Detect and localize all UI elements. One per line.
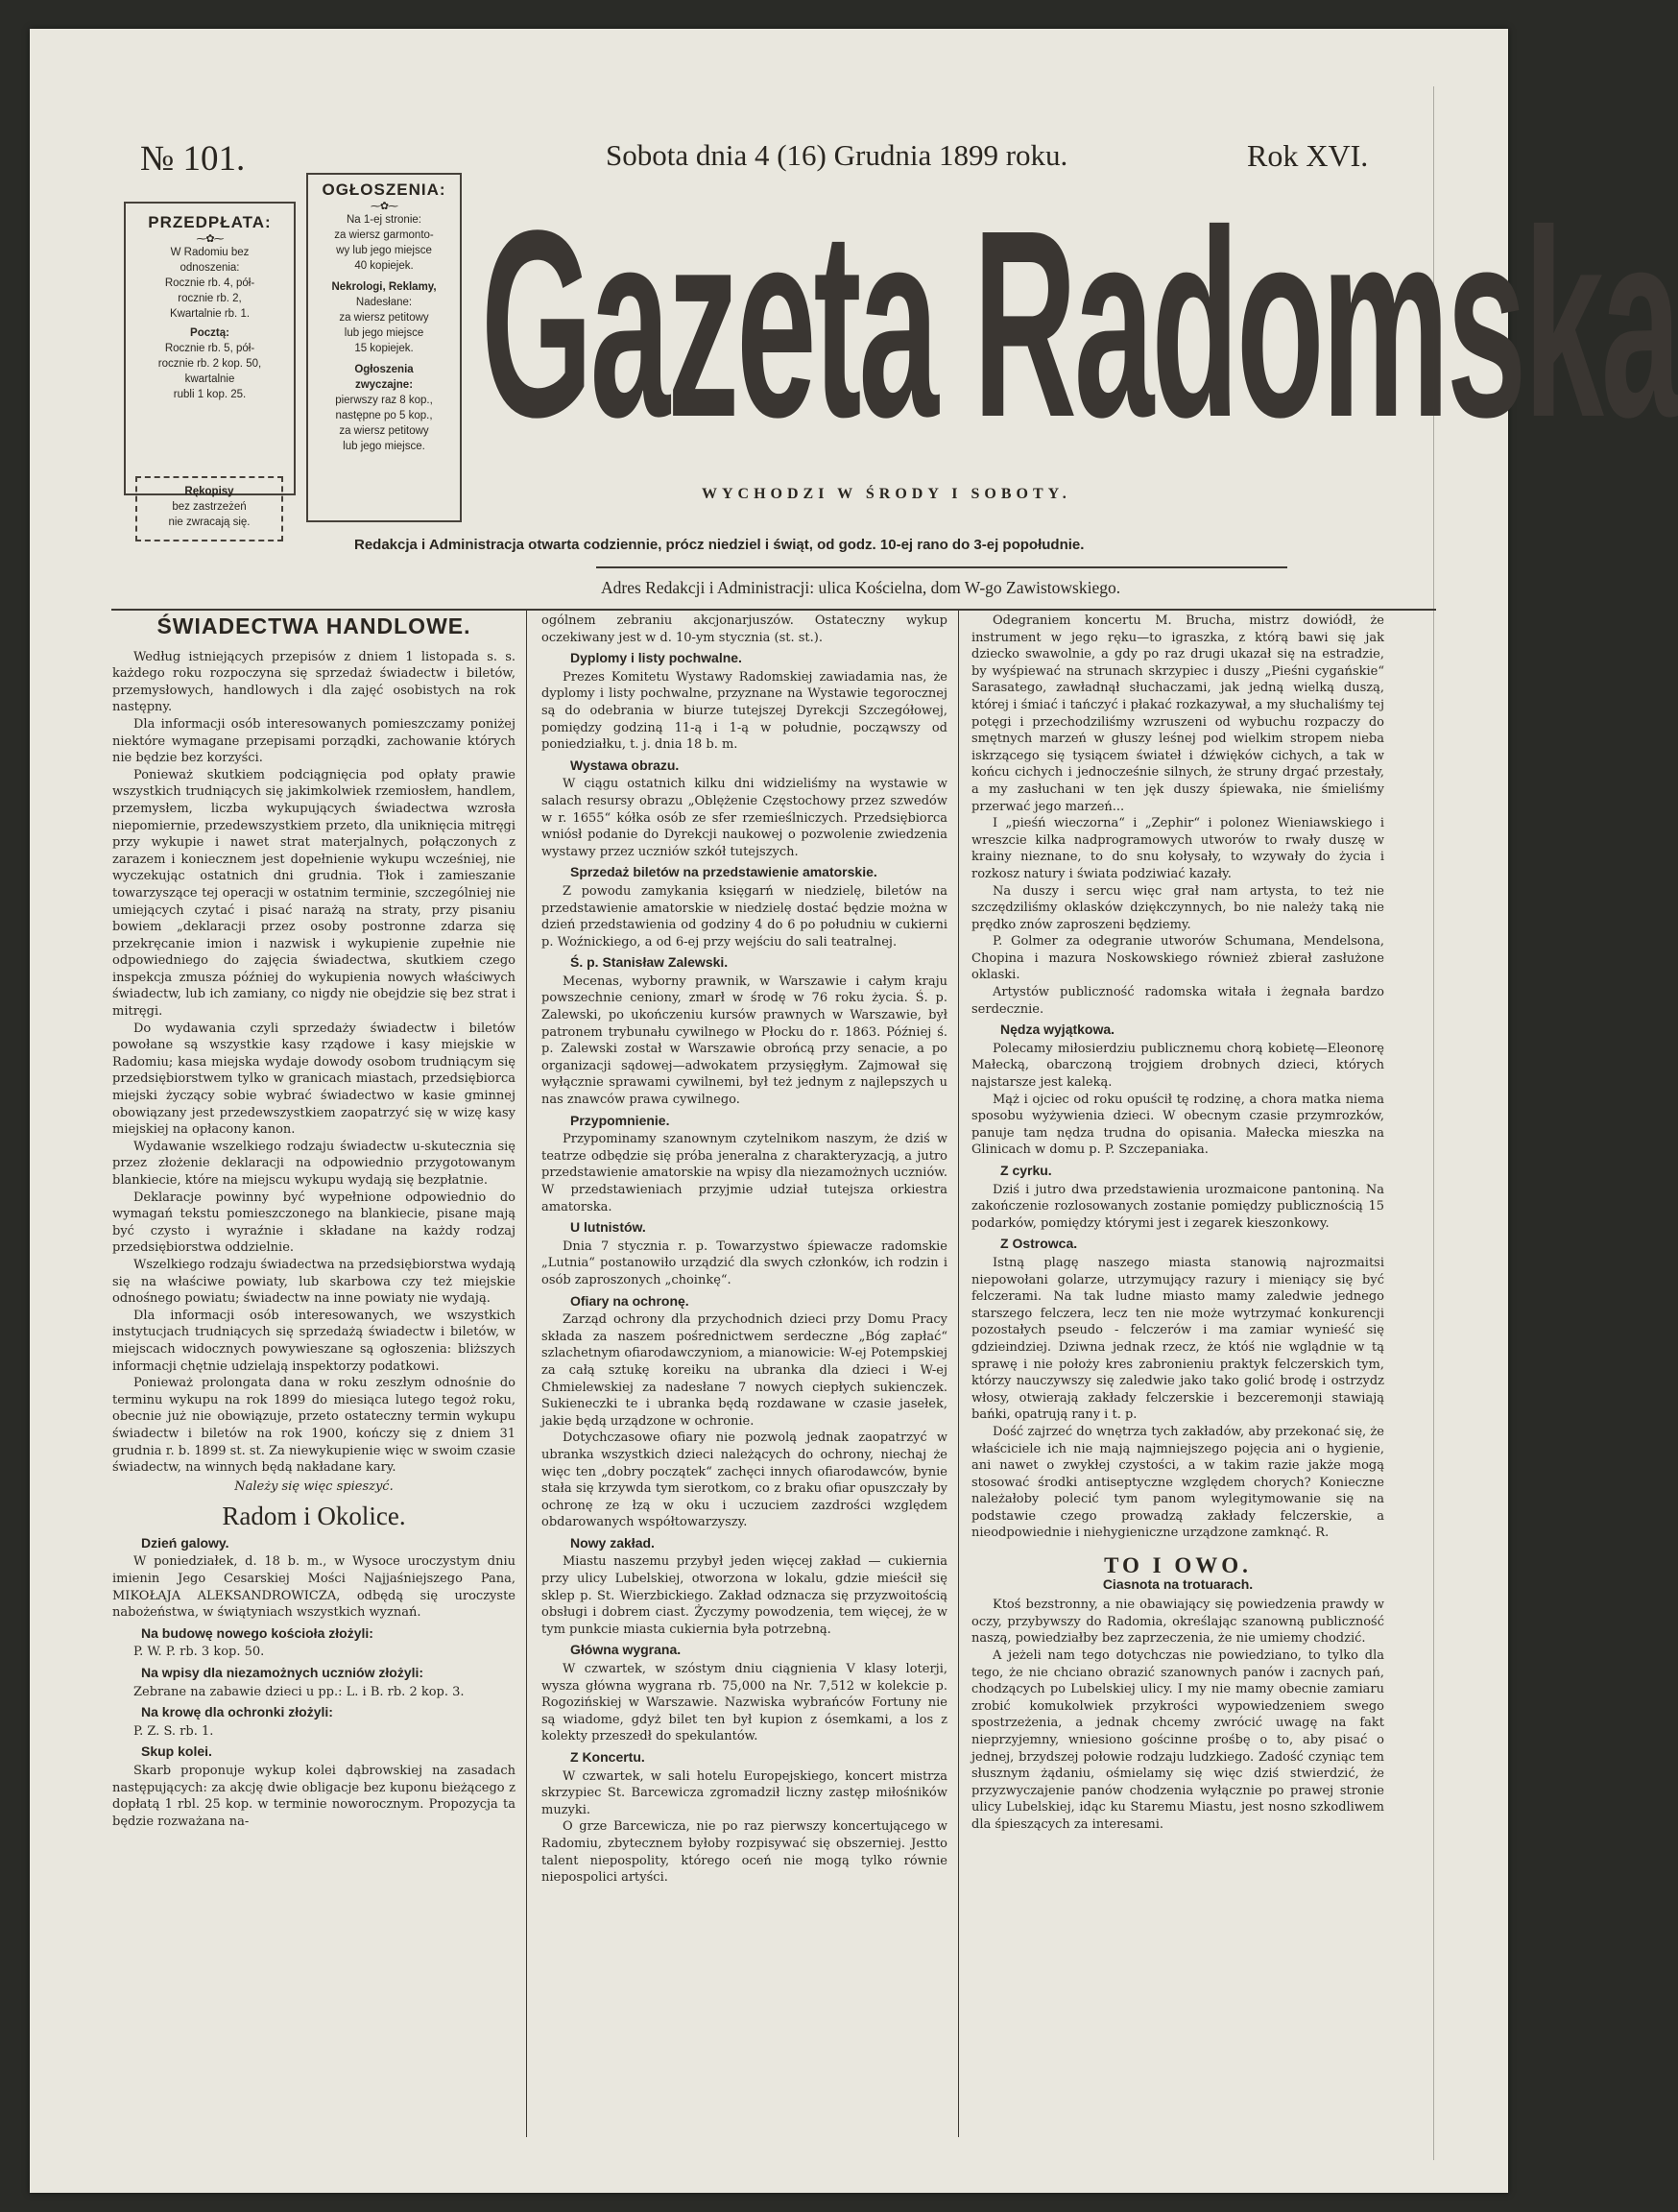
subheading: Ofiary na ochronę. xyxy=(570,1292,689,1309)
subheading: Z Koncertu. xyxy=(570,1749,645,1765)
advertisements-box: OGŁOSZENIA: ⁓✿⁓ Na 1-ej stronie: za wiersz garmonto- wy lub jego miejsce 40 kopiejek. Nekrologi, Reklamy, Nadesłane: za wiersz petitowy lub jego miejsce 15 kopiejek. Ogłoszenia zwyczajne: pierwszy raz 8 kop., następne po 5 kop., za wiersz petitowy lub jego miejsce. xyxy=(306,173,462,522)
advertisements-title: OGŁOSZENIA: xyxy=(322,180,446,199)
subheading: Ciasnota na trotuarach. xyxy=(1102,1575,1254,1592)
divider xyxy=(596,566,1287,568)
editorial-address: Adres Redakcji i Administracji: ulica Kościelna, dom W-go Zawistowskiego. xyxy=(601,578,1121,597)
newspaper-page xyxy=(30,29,1678,2193)
subheading: Dyplomy i listy pochwalne. xyxy=(570,650,742,666)
subheading: Na krowę dla ochronki złożyli: xyxy=(141,1704,333,1720)
subheading: Główna wygrana. xyxy=(570,1642,682,1658)
subheading: Nowy zakład. xyxy=(570,1534,655,1551)
masthead-subtitle: WYCHODZI W ŚRODY I SOBOTY. xyxy=(702,486,1071,502)
subheading: Z cyrku. xyxy=(1000,1163,1052,1178)
subheading: Dzień galowy. xyxy=(141,1534,229,1551)
section-title: TO I OWO. xyxy=(1104,1553,1252,1578)
issue-number: № 101. xyxy=(140,139,246,179)
subheading: Ś. p. Stanisław Zalewski. xyxy=(570,954,729,971)
subheading: Nędza wyjątkowa. xyxy=(1000,1022,1115,1038)
masthead-title: Gazeta Radomska xyxy=(481,174,1678,473)
article-title: ŚWIADECTWA HANDLOWE. xyxy=(156,613,471,638)
column-3: Odegraniem koncertu M. Brucha, mistrz dowiódł, że instrument w jego ręku—to igraszka, z którą bawi się jak dziecko swawolnie, a gdy po raz drugi ukazał się na estradzie, by wyśpiewać na strunach skrzypiec i duszy „Pieśni cygańskie“ Sarasatego, zawładnął słuchaczami, jak jedną wielką duszą, której i śmiać i tańczyć i płakać rozkazywał, a my słuchaliśmy tej potęgi i przechodziliśmy wzruszeni od wybuchu rozpaczy do smętnych marzeń w głuszy leśnej pod wielkim stropem nieba iskrzącego się tysiącem świateł i dźwięków cichych, a tak w końcu cichych i jednocześnie silnych, że struny drgać przestały, a my zasłuchani w ten jęk duszy śpiewaka, nie śmieliśmy przerwać jego marzeń... I „pieśń wieczorna“ i „Zephir“ i polonez Wieniawskiego i wreszcie kilka nadprogramowych utworów to rwały duszę w krainy nieznane, to do snu kołysały, to wzywały do życia i rozkosz natury i świata podziwiać kazały. Na duszy i sercu więc grał nam artysta, to też nie szczędziliśmy oklasków dziękczynnych, bo nie należy taką nie prędko znów zaproszeni będziemy. P. Golmer za odegranie utworów Schumana, Mendelsona, Chopina i mazura Noskowskiego również zbierał zasłużone oklaski. Artystów publiczność radomska witała i żegnała bardzo serdecznie. Nędza wyjątkowa. Polecamy miłosierdziu publicznemu chorą kobietę—Eleonorę Małecką, obarczoną trojgiem drobnych dzieci, których najstarsze jest kaleką. Mąż i ojciec od roku opuścił tę rodzinę, a chora matka niema sposobu wyżywienia dzieci. W obecnym czasie przymrozków, panuje tam nędza trudna do opisania. Małecka mieszka na Glinicach w domu p. P. Szczepaniaka. Z cyrku. Dziś i jutro dwa przedstawienia urozmaicone pantoniną. Na zakończenie rozlosowanych zostanie pomiędzy publicznością 15 podarków, pomiędzy którymi jest i zegarek kieszonkowy. Z Ostrowca. Istną plagę naszego miasta stanowią najrozmaitsi niepowołani golarze, utrzymujący razury i mieniący się być felczerami. Na tak ludne miasto mamy zaledwie jednego starszego felczera, lecz ten nie może wytrzymać konkurencji pozostałych pseudo - felczerów i ma zamiar wynieść się gdzieindziej. Dziwna jednak rzecz, że któś nie wglądnie w tą sprawę i nie położy kres zabronieniu praktyk felczerskich tym, którzy nauczywszy się zaledwie jako tako golić brodę i ostrzydz włosy, otwierają zakłady felczerskie i bezceremonji stawiają bańki, opatrują rany i t. p. Dość zajrzeć do wnętrza tych zakładów, aby przekonać się, że właściciele ich nie mają najmniejszego pojęcia ani o hygienie, ani nawet o zwykłej czystości, a w takim razie jakże mogą stosować środki antiseptyczne względem chorych? Konieczne należałoby polecić tym panom wylegitymowanie się na podstawie czego prowadzą zakłady felczerskie, a nieodpowiednie i niehygieniczne urządzone zamknąć. R. TO I OWO. Ciasnota na trotuarach. Ktoś bezstronny, a nie obawiający się powiedzenia prawdy w oczy, przybywszy do Radomia, określając szanowną publiczność naszą, powiedziałby bez zaprzeczenia, że nie umiemy chodzić. A jeżeli nam tego dotychczas nie powiedziano, to tylko dla tego, że nie chciano obrazić szanownych panów i zacnych pań, chodzących po Lubelskiej ulicy. I my nie mamy obecnie zamiaru zrobić komukolwiek przykrości wypowiedzeniem swego spostrzeżenia, a jednak chcemy zwrócić uwagę na fakt nieprzyjemny, wniesiono gościnne prośbę o to, aby pisać o jednej, brzydszej połowie rodzaju ludzkiego. Zadość czyniąc tem słusznym żądaniu, ośmielamy się więc dziś stwierdzić, że przyzwyczajenie panów chodzenia wyłącznie po prawej stronie ulicy Lubelskiej, idąc ku Staremu Miastu, jest nosno szkodliwem dla śpieszących za interesami. xyxy=(971,613,1384,1832)
page-edge xyxy=(1433,86,1434,2160)
subheading: Na wpisy dla niezamożnych uczniów złożyli: xyxy=(141,1665,424,1681)
subscription-box: PRZEDPŁATA: ⁓✿⁓ W Radomiu bez odnoszenia: Rocznie rb. 4, pół- rocznie rb. 2, Kwartalnie rb. 1. Pocztą: Rocznie rb. 5, pół- rocznie rb. 2 kop. 50, kwartalnie rubli 1 kop. 25. xyxy=(124,202,296,495)
column-2: ogólnem zebraniu akcjonarjuszów. Ostateczny wykup oczekiwany jest w d. 10-ym stycznia (st. st.). Dyplomy i listy pochwalne. Prezes Komitetu Wystawy Radomskiej zawiadamia nas, że dyplomy i listy pochwalne, przyznane na Wystawie tegorocznej są do odebrania w biurze tutejszej Dyrekcji Szczegółowej, pomiędzy godziną 11-ą i 1-ą w południe, począwszy od poniedziałku, t. j. dnia 18 b. m. Wystawa obrazu. W ciągu ostatnich kilku dni widzieliśmy na wystawie w salach resursy obrazu „Oblężenie Częstochowy przez szwedów w r. 1655“ kółka osób ze sfer rzemieślniczych. Przedsiębiorca wniósł podanie do Dyrekcji naukowej o pozwolenie zwiedzenia wystawy przez uczniów szkół tutejszych. Sprzedaż biletów na przedstawienie amatorskie. Z powodu zamykania księgarń w niedzielę, biletów na przedstawienie amatorskie w niedzielę dostać będzie można w dzień przedstawienia od godziny 4 do 6 po południu w cukierni p. Woźnickiego, a od 6-ej przy wejściu do sali teatralnej. Ś. p. Stanisław Zalewski. Mecenas, wyborny prawnik, w Warszawie i całym kraju powszechnie ceniony, zmarł w środę w 76 roku życia. Ś. p. Zalewski, po ukończeniu kursów prawnych w Warszawie, był patronem trybunału cywilnego w Płocku do r. 1863. Później ś. p. Zalewski został w Warszawie obrońcą przy senacie, a po organizacji sądowej—adwokatem przysięgłym. Zajmował się wyłącznie sprawami cywilnemi, był też jednym z najlepszych u nas znawców prawa cywilnego. Przypomnienie. Przypominamy szanownym czytelnikom naszym, że dziś w teatrze odbędzie się próba jeneralna z charakteryzacją, a jutro przedstawienie amatorskie na wpisy dla niezamożnych uczniów. W przedstawieniach przyjmie udział tutejsza orkiestra amatorska. U lutnistów. Dnia 7 stycznia r. p. Towarzystwo śpiewacze radomskie „Lutnia“ postanowiło urządzić dla swych członków, ich rodzin i osób zaproszonych „choinkę“. Ofiary na ochronę. Zarząd ochrony dla przychodnich dzieci przy Domu Pracy składa za naszem pośrednictwem serdeczne „Bóg zapłać“ szlachetnym ofiarodawczyniom, a mianowicie: W-ej Potempskiej za całą sztukę koreiku na ubranka dla dzieci i W-ej Chmielewskiej za nadesłane 7 nowych ciepłych sukienczek. Sukieneczki te i ubranka będą rozdawane w czasie jasełek, jakie będą urządzone w ochronie. Dotychczasowe ofiary nie pozwolą jednak zaopatrzyć w ubranka wszystkich dzieci należących do ochrony, niechaj że więc ten „dobry początek“ zachęci innych ofiarodawców, bynie stała się krzywda tym sierotkom, co z braku ofiar opuszczały by ochronę ze łzą w oku i uczuciem zazdrości względem obdarowanych współtowarzyszy. Nowy zakład. Miastu naszemu przybył jeden więcej zakład — cukiernia przy ulicy Lubelskiej, otworzona w lokalu, gdzie mieścił się sklep p. St. Wierzbickiego. Zakład odznacza się przyzwoitością obsługi i dobrem ciast. Życzymy powodzenia, tem więcej, że w tym punkcie miasta cukiernia była potrzebną. Główna wygrana. W czwartek, w szóstym dniu ciągnienia V klasy loterji, wysza główna wygrana rb. 75,000 na Nr. 7,512 w kolekcie p. Rogozińskiej w Warszawie. Nazwiska wybrańców Fortuny nie są wiadome, gdyż bilet ten był kupion z ósemkami, a los z kolekty przeszedł do spekulantów. Z Koncertu. W czwartek, w sali hotelu Europejskiego, koncert mistrza skrzypiec St. Barcewicza zgromadził liczny zastęp miłośników muzyki. O grze Barcewicza, nie po raz pierwszy koncertującego w Radomiu, zbytecznem byłoby rozpisywać się obszerniej. Jestto talent niepospolity, którego oceń nie mogą tylko równie niepospolici artyści. xyxy=(541,613,947,1886)
subscription-title: PRZEDPŁATA: xyxy=(148,213,272,231)
subheading: Przypomnienie. xyxy=(570,1112,670,1128)
subheading: Z Ostrowca. xyxy=(1000,1236,1078,1252)
subheading: Skup kolei. xyxy=(141,1743,212,1760)
subheading: Na budowę nowego kościoła złożyli: xyxy=(141,1624,373,1641)
manuscripts-note-box: Rękopisy bez zastrzeżeń nie zwracają się. xyxy=(135,476,283,541)
publication-year: Rok XVI. xyxy=(1247,138,1369,173)
column-divider xyxy=(526,611,527,2137)
column-divider xyxy=(958,611,959,2137)
divider xyxy=(111,609,1436,611)
column-1: ŚWIADECTWA HANDLOWE. Według istniejących przepisów z dniem 1 listopada s. s. każdego roku rozpoczyna się sprzedaż świadectw i biletów, przemysłowych, handlowych i dla zajęć osobistych na rok następny. Dla informacji osób interesowanych pomieszczamy poniżej niektóre wymagane przepisami porządki, zachowanie których nie będzie bez korzyści. Ponieważ skutkiem podciągnięcia pod opłaty prawie wszystkich trudniących się jakimkolwiek rzemiosłem, handlem, przemysłem, liczba wykupujących świadectwa wzrosła niepomiernie, przedewszystkiem przeto, dla uniknięcia mitręgi przy wykupie i nawet strat materjalnych, połączonych z zarazem i koniecznem jest dopełnienie wykupu wcześniej, nie wyczekując ostatnich dni grudnia. Tłok i zamieszanie towarzyszące tej operacji w ostatnim terminie, szczególniej nie umiejących czytać i pisać narażą na straty, przy pisaniu bowiem „deklaracji przez osoby postronne zdarza się przekręcanie imion i nazwisk i wykupienie zupełnie nie odpowiedniego do zajęcia świadectwa, skutkiem czego inspekcja zmusza później do wykupienia nowych właściwych świadectw, lub ich zamiany, co nigdy nie obejdzie się bez strat i mitręgi. Do wydawania czyli sprzedaży świadectw i biletów powołane są wszystkie kasy rządowe i kasy miejskie w Radomiu; kasa miejska wydaje dowody osobom trudniącym się przedsiębiorstwem tylko w granicach miastach, przedsiębiorca miejski życzący sobie wybrać świadectwo w kasie gminnej obowiązany jest przedewszystkiem zaopatrzyć się w wizę kasy miejskiej na opłacony kanon. Wydawanie wszelkiego rodzaju świadectw u-skutecznia się przez złożenie deklaracji na odpowiednio przygotowanym blankiecie, które na miejscu wykupu wydają się bezpłatnie. Deklaracje powinny być wypełnione odpowiednio do wymagań tekstu pomieszczonego na blankiecie, pisane mają być czysto i wyraźnie i składane na każdy rodzaj przedsiębiorstwa oddzielnie. Wszelkiego rodzaju świadectwa na przedsiębiorstwa wydają się na właściwe powiaty, lub skarbowa czy też miejskie odnośnego powiatu; świadectw na inne powiaty nie wydają. Dla informacji osób interesowanych, we wszystkich instytucjach trudniących się sprzedażą świadectw i biletów, w miejscach widocznych powywieszane są ogłoszenia: bliższych informacji chętnie udzielają inspektorzy podatkowi. Ponieważ prolongata dana w roku zeszłym odnośnie do terminu wykupu na rok 1899 do miesiąca lutego tegoż roku, obecnie już nie obowiązuje, przeto ostateczny termin wykupu świadectw i biletów na rok 1900, kończy się z dniem 31 grudnia r. b. 1899 st. st. Za niewykupienie więc w swoim czasie świadectw, na winnych będą nakładane kary. Należy się więc spieszyć. Radom i Okolice. Dzień galowy. W poniedziałek, d. 18 b. m., w Wysoce uroczystym dniu imienin Jego Cesarskiej Mości Najjaśniejszego Pana, MIKOŁAJA ALEKSANDROWICZA, odbędą się uroczyste nabożeństwa, w świątyniach wszystkich wyznań. Na budowę nowego kościoła złożyli: P. W. P. rb. 3 kop. 50. Na wpisy dla niezamożnych uczniów złożyli: Zebrane na zabawie dzieci u pp.: L. i B. rb. 2 kop. 3. Na krowę dla ochronki złożyli: P. Z. S. rb. 1. Skup kolei. Skarb proponuje wykup kolei dąbrowskiej na zasadach następujących: za akcję dwie obligacje bez kuponu bieżącego z dopłatą 1 rbl. 25 kop. w terminie noworocznym. Propozycja ta będzie rozważana na- xyxy=(112,613,515,1829)
section-title: Radom i Okolice. xyxy=(222,1502,406,1531)
ornament-icon: ⁓✿⁓ xyxy=(370,200,398,212)
ornament-icon: ⁓✿⁓ xyxy=(196,232,224,245)
subheading: Sprzedaż biletów na przedstawienie amatorskie. xyxy=(570,864,877,880)
subheading: Wystawa obrazu. xyxy=(570,757,680,773)
office-hours: Redakcja i Administracja otwarta codziennie, prócz niedziel i świąt, od godz. 10-ej rano do 3-ej popołudnie. xyxy=(354,537,1085,553)
subheading: U lutnistów. xyxy=(570,1219,646,1236)
issue-date: Sobota dnia 4 (16) Grudnia 1899 roku. xyxy=(606,138,1068,172)
